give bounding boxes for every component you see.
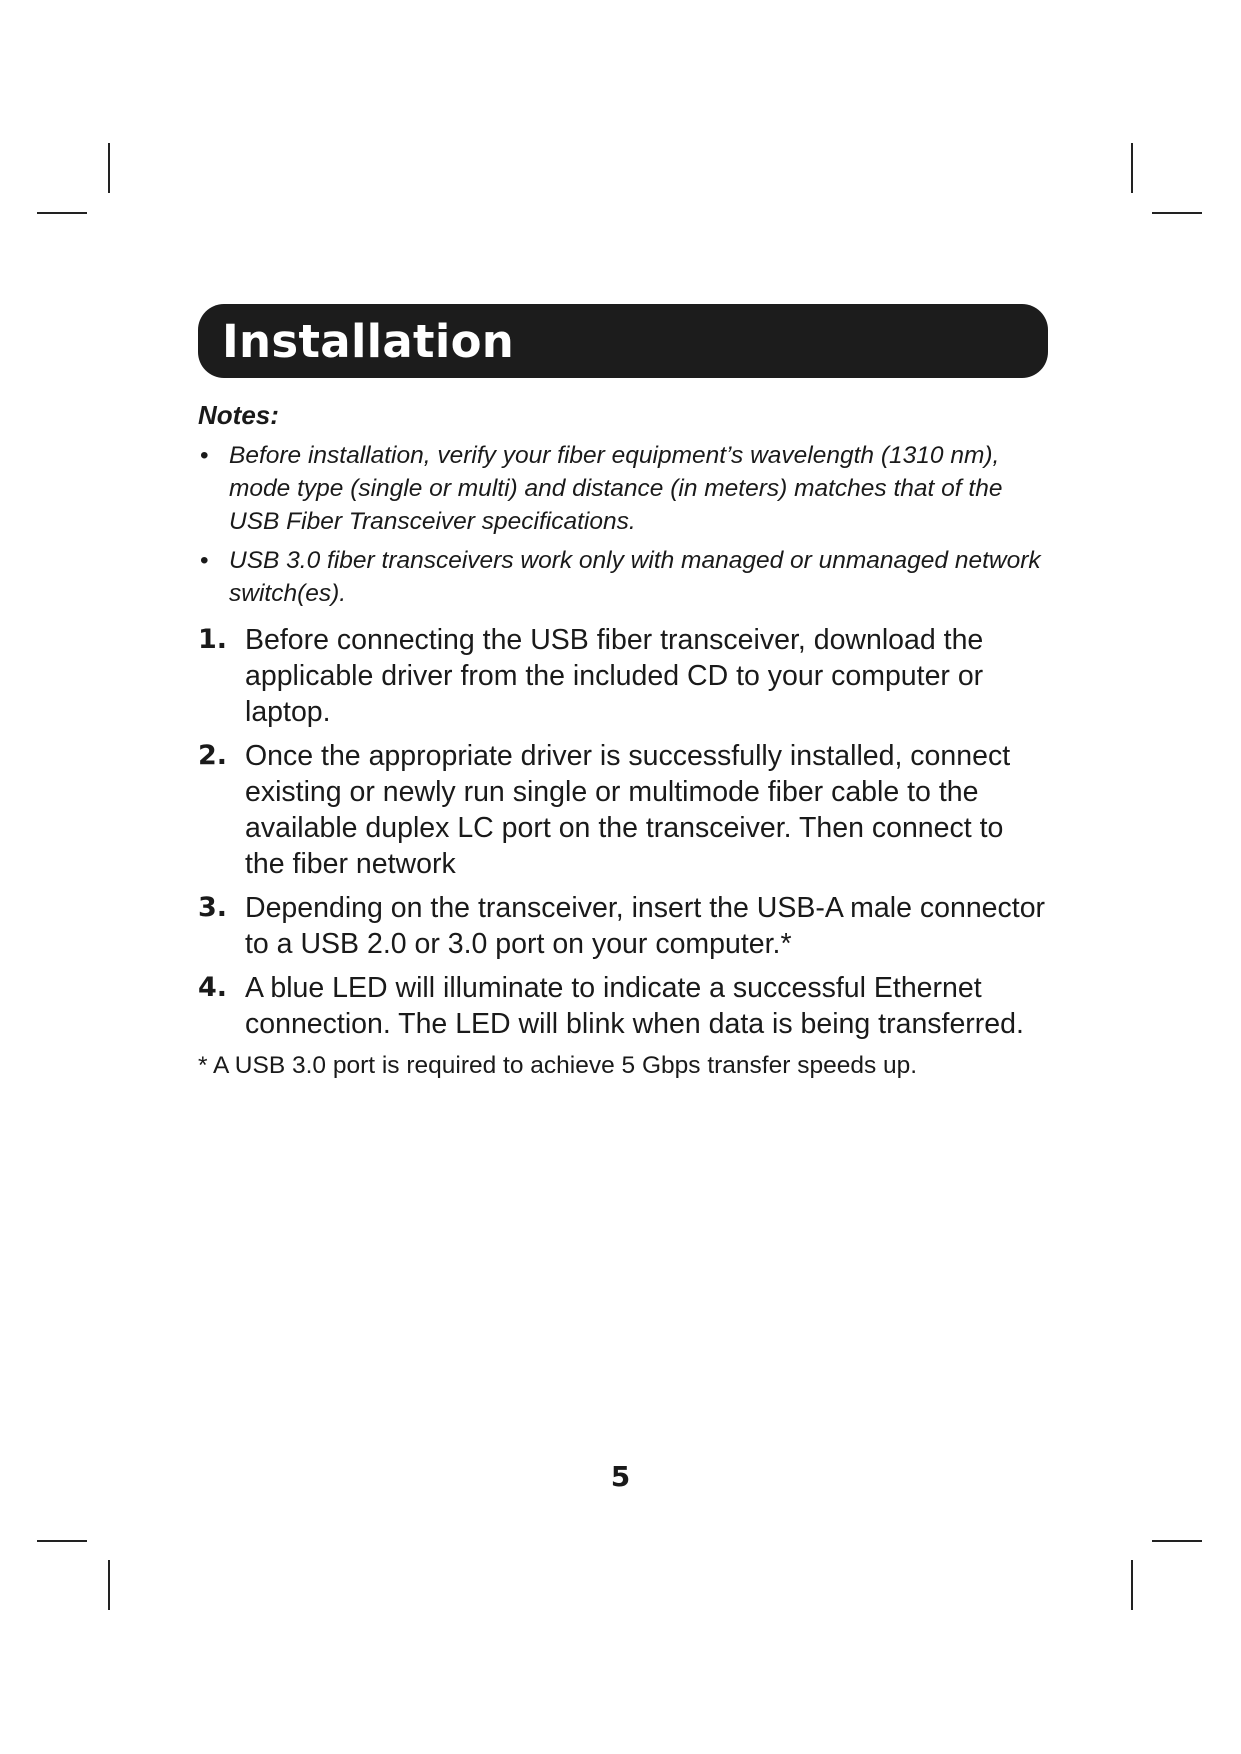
step-text: Once the appropriate driver is successfully installed, connect existing or newly run single or multimode fiber cable to the available duplex LC port on the transceiver. Then connect to the fiber network — [245, 740, 1011, 880]
crop-mark-top-right-horizontal — [1152, 212, 1202, 214]
step-item — [198, 890, 1048, 962]
footnote: * A USB 3.0 port is required to achieve 5 Gbps transfer speeds up. — [198, 1052, 918, 1079]
notes-label: Notes: — [198, 400, 279, 430]
section-title: Installation — [222, 314, 515, 368]
step-number: 2. — [198, 740, 228, 771]
crop-mark-bottom-right-vertical — [1131, 1560, 1133, 1610]
step-text: Before connecting the USB fiber transceiver, download the applicable driver from the included CD to your computer or laptop. — [245, 624, 984, 728]
step-number: 1. — [198, 624, 228, 655]
crop-mark-top-right-vertical — [1131, 143, 1133, 193]
page-number: 5 — [610, 1460, 631, 1493]
note-item — [198, 439, 1048, 538]
bullet-icon: • — [200, 547, 209, 574]
notes-list — [198, 439, 1048, 610]
step-text: Depending on the transceiver, insert the USB-A male connector to a USB 2.0 or 3.0 port on your computer.* — [245, 892, 1046, 960]
step-item — [198, 622, 1048, 730]
step-item — [198, 970, 1048, 1042]
page-content — [198, 304, 1048, 1082]
crop-mark-bottom-right-horizontal — [1152, 1540, 1202, 1542]
note-item — [198, 544, 1048, 610]
section-header-bar — [198, 304, 1048, 378]
note-text: Before installation, verify your fiber equipment’s wavelength (1310 nm), mode type (single or multi) and distance (in meters) matches that of the USB Fiber Transceiver specifications. — [229, 442, 1003, 535]
installation-steps — [198, 622, 1048, 1042]
step-number: 4. — [198, 972, 228, 1003]
crop-mark-bottom-left-vertical — [108, 1560, 110, 1610]
step-number: 3. — [198, 892, 228, 923]
step-text: A blue LED will illuminate to indicate a successful Ethernet connection. The LED will blink when data is being transferred. — [245, 972, 1024, 1040]
bullet-icon: • — [200, 442, 209, 469]
crop-mark-top-left-horizontal — [37, 212, 87, 214]
crop-mark-bottom-left-horizontal — [37, 1540, 87, 1542]
step-item — [198, 738, 1048, 882]
crop-mark-top-left-vertical — [108, 143, 110, 193]
note-text: USB 3.0 fiber transceivers work only with managed or unmanaged network switch(es). — [229, 547, 1041, 607]
